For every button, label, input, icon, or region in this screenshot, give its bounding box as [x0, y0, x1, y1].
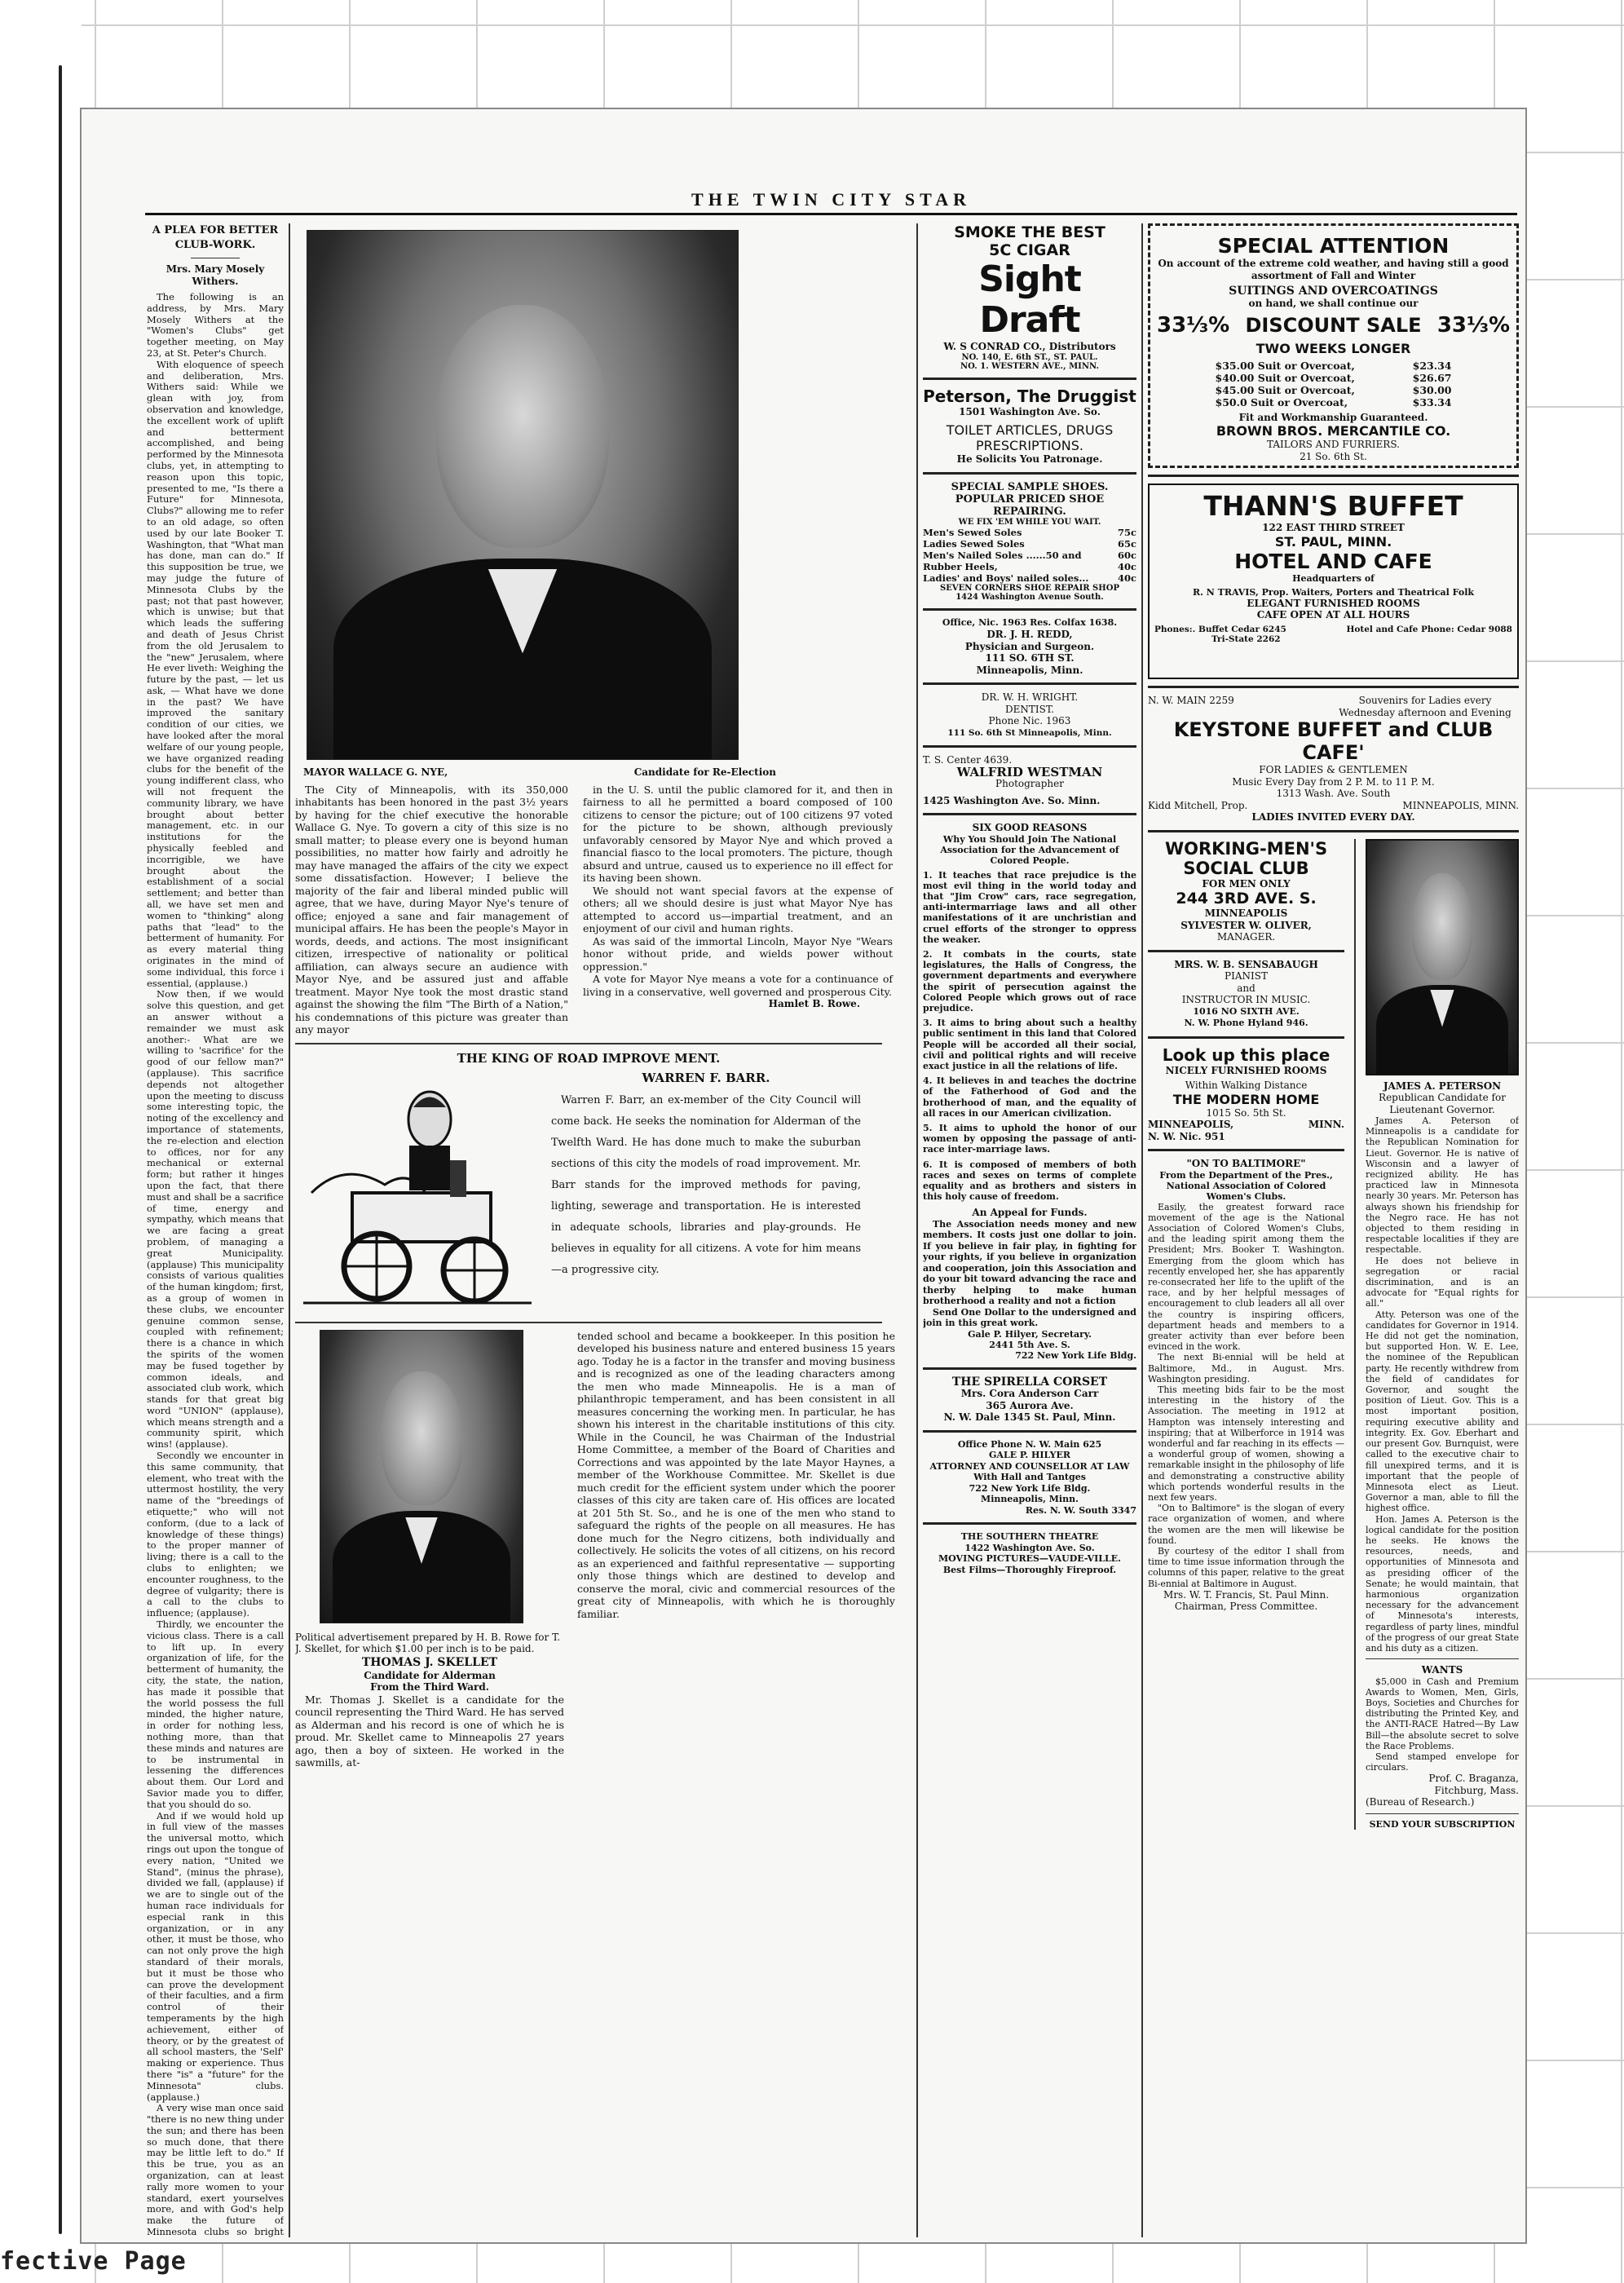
thanns-phones — [1154, 625, 1512, 634]
westman-line2: WALFRID WESTMAN — [956, 764, 1103, 779]
column-four-lower — [1148, 839, 1344, 1830]
druggist-name: Peterson, The Druggist — [923, 386, 1136, 406]
keystone-ad — [1148, 695, 1519, 824]
price-item: Ladies' and Boys' nailed soles... — [923, 572, 1089, 584]
special-line2: SUITINGS AND OVERCOATINGS — [1229, 285, 1438, 298]
column-rule — [1141, 223, 1143, 2237]
wright-line2: DENTIST. — [1005, 703, 1054, 715]
modern-home-walking: Within Walking Distance — [1185, 1080, 1308, 1091]
separator — [923, 1430, 1136, 1433]
baltimore-subtitle: From the Department of the Pres., National Association of Colored Women's Clubs. — [1159, 1169, 1333, 1202]
paragraph: The City of Minneapolis, with its 350,000 inhabitants has been honored in the past 3½ years by having for the chief executive the honorable Wallace G. Nye. To govern a city of this size is no small matter; to please every one is beyond human possibilities, no matter how fairly and adroitly he may have managed the affairs of the city we expect some dissatisfaction. However; I believe the majority of the fair and liberal minded public will agree, that we have, during Mayor Nye's tenure of office; enjoyed a sane and fair management of municipal affairs. He has been the people's Mayor in words, deeds, and actions. The most insignificant citizen, irrespective of nationality or political affiliation, can always secure an audience with Mayor Nye, and be assured just and affable treatment. Mayor Nye took the most drastic stand against the showing the film "The Birth of a Nation," his condemnations of this picture was greater than any mayor — [295, 783, 568, 1036]
paragraph: Warren F. Barr, an ex-member of the City Council will come back. He seeks the nomination for Alderman of the Twelfth Ward. He has done much to make the suburban sections of this city the models of road improvement. Mr. Barr stands for the improved methods for paving, lighting, sewerage and transportation. He is interested in adequate schools, libraries and play-grounds. He believes in equality for all citizens. A vote for him means—a progressive city. — [551, 1093, 861, 1276]
club-article-byline: Mrs. Mary Mosely Withers. — [165, 263, 265, 287]
portrait-head — [1412, 873, 1472, 981]
reason-item: 3. It aims to bring about such a healthy public sentiment in this land that Colored People will be accorded all their social, civil and political rights and will receive exact justice in all the relations of life. — [923, 1018, 1136, 1071]
paragraph: The next Bi-ennial will be held at Baltimore, Md., in August. Mrs. Washington presiding. — [1148, 1352, 1345, 1384]
shoe-shop-address: 1424 Washington Avenue South. — [955, 592, 1104, 602]
working-mens-club-ad — [1148, 839, 1344, 943]
theatre-line4: Best Films—Thoroughly Fireproof. — [942, 1564, 1117, 1575]
keystone-city: MINNEAPOLIS, MINN. — [1402, 799, 1519, 811]
reasons-title: SIX GOOD REASONS — [972, 822, 1088, 833]
wants-sig1: Prof. C. Braganza, — [1428, 1773, 1519, 1785]
cigar-brand: Sight Draft — [978, 258, 1081, 341]
keystone-prop: Kidd Mitchell, Prop. — [1148, 799, 1248, 811]
separator — [923, 1522, 1136, 1525]
wright-ad — [923, 691, 1136, 739]
portrait-head — [436, 305, 608, 548]
paragraph: A vote for Mayor Nye means a vote for a continuance of living in a conservative, well governed and prosperous City. — [583, 973, 893, 998]
keystone-top — [1148, 695, 1519, 718]
barr-section — [295, 1071, 890, 1315]
separator — [1148, 830, 1519, 832]
price-row — [923, 572, 1136, 584]
westman-ad — [923, 754, 1136, 806]
special-line1: On account of the extreme cold weather, and having still a good assortment of Fall and Winter — [1158, 258, 1509, 281]
club-manager: SYLVESTER W. OLIVER, — [1180, 919, 1312, 931]
discount-percent-left: 33⅓% — [1157, 312, 1230, 338]
paragraph: The following is an address, by Mrs. Mary Mosely Withers at the "Women's Clubs" get together meeting, on May 23, at St. Peter's Church. — [147, 291, 284, 359]
special-title: SPECIAL ATTENTION — [1217, 234, 1450, 258]
hilyer-line7: Res. N. W. South 3347 — [1025, 1504, 1136, 1516]
hilyer-line5: 722 New York Life Bldg. — [969, 1482, 1091, 1494]
club-article-body — [147, 292, 284, 2237]
spirella-line1: Mrs. Cora Anderson Carr — [960, 1388, 1099, 1400]
skellet-section — [295, 1330, 902, 1769]
price-list — [1216, 360, 1452, 408]
shoe-title2: POPULAR PRICED SHOE REPAIRING. — [955, 492, 1105, 518]
reason-item: 6. It is composed of members of both races and sexes on terms of complete equality and as brothers and sisters in this holy cause of freedom. — [923, 1159, 1136, 1203]
club-manager-title: MANAGER. — [1216, 931, 1276, 943]
paragraph: Send One Dollar to the undersigned and join in this great work. — [923, 1306, 1136, 1329]
paragraph: in the U. S. until the public clamored for it, and then in fairness to all he permitted a board composed of 100 citizens to censor the picture; out of 100 citizens 97 voted for the picture to be shown, although previously unfavorably censored by Mayor Nye and which proved a financial fiasco to the local promoters. The picture, though absurd and untrue, caused us to experience no ill effect for its having been shown. — [583, 783, 893, 884]
redd-line1: Office, Nic. 1963 Res. Colfax 1638. — [942, 616, 1118, 628]
cigar-ad — [923, 223, 1136, 371]
skellet-sub2: From the Third Ward. — [370, 1681, 489, 1693]
modern-home-headline: Look up this place — [1162, 1044, 1331, 1065]
druggist-address: 1501 Washington Ave. So. — [959, 405, 1101, 417]
column-rule — [916, 223, 918, 2237]
cigar-line2: 5C CIGAR — [989, 241, 1070, 259]
keystone-for: FOR LADIES & GENTLEMEN — [1259, 764, 1408, 775]
wants-sig3: (Bureau of Research.) — [1366, 1796, 1475, 1808]
paragraph: Atty. Peterson was one of the candidates for Governor in 1914. He did not get the nomination, but supported Hon. W. E. Lee, the nominee of the Republican party. He recently withdrew from the field of candidates for Governor, and sought the position of Lieut. Gov. This is a most important position, requiring executive ability and integrity. Ex. Gov. Eberhart and our present Gov. Burnquist, were called to the executive chair to fill unexpired terms, and it is important that the people of Minnesota elect as Lieut. Governor a man, able to fill the highest office. — [1366, 1309, 1519, 1514]
column-ads-right — [1148, 223, 1519, 2237]
nye-col-a — [295, 784, 568, 1036]
section-divider — [295, 1322, 882, 1323]
druggist-line1: TOILET ARTICLES, DRUGS — [946, 422, 1114, 438]
sensabaugh-and: and — [1237, 982, 1256, 994]
wants-body — [1366, 1676, 1519, 1773]
baltimore-body — [1148, 1202, 1344, 1589]
separator — [923, 1367, 1136, 1370]
keystone-souvenirs: Souvenirs for Ladies every Wednesday afternoon and Evening — [1339, 695, 1511, 718]
peterson-name: JAMES A. PETERSON — [1383, 1080, 1502, 1092]
thanns-rooms: ELEGANT FURNISHED ROOMS — [1247, 597, 1420, 609]
hilyer-line2: GALE P. HILYER — [989, 1450, 1070, 1461]
keystone-invite: LADIES INVITED EVERY DAY. — [1251, 811, 1415, 823]
portrait-head — [381, 1371, 461, 1506]
gale-sig2: 2441 5th Ave. S. — [989, 1339, 1070, 1350]
nye-caption — [295, 766, 784, 779]
druggist-line2: PRESCRIPTIONS. — [976, 438, 1083, 453]
barr-body — [551, 1090, 861, 1281]
special-company: BROWN BROS. MERCANTILE CO. — [1216, 423, 1451, 439]
column-rule — [289, 223, 290, 2237]
redd-line2: DR. J. H. REDD, — [986, 629, 1073, 640]
masthead: THE TWIN CITY STAR — [145, 188, 1517, 215]
binding-line — [59, 65, 62, 2234]
paragraph: Secondly we encounter in this same community, that element, who treat with the uttermost hostility, the very name of the "breedings of etiquette;" who will not conform, (due to a lack of knowledge of these things) to the proper manner of living; there is a call to the clubs to enlighten; we encounter roughness, to the degree of vulgarity; there is a call to the clubs to influence; (applause). — [147, 1450, 284, 1619]
reason-item: 1. It teaches that race prejudice is the most evil thing in the world today and that "Jim Crow" cars, race segregation, anti-intermarriage laws and all other manifestations of it are unchristian and cruel efforts of the stronger to oppress the weaker. — [923, 869, 1136, 945]
special-line3: on hand, we shall continue our — [1248, 298, 1419, 309]
keystone-address: 1313 Wash. Ave. South — [1276, 788, 1391, 799]
shoe-title3: WE FIX 'EM WHILE YOU WAIT. — [958, 517, 1101, 527]
paragraph: James A. Peterson of Minneapolis is a candidate for the Republican Nomination for Lieut. Governor. He is native of Wisconsin and a lawyer of recignized ability. He has practiced law in Minnesota nearly 30 years. Mr. Peterson has always shown his friendship for the Negro race. He has not objected to them residing in respectable localities if they are respectable. — [1366, 1115, 1519, 1256]
nye-col-b — [583, 784, 893, 1036]
price-item: $50.0 Suit or Overcoat, — [1215, 395, 1348, 408]
shoe-title1: SPECIAL SAMPLE SHOES. — [951, 480, 1109, 493]
price-row — [923, 550, 1136, 561]
naacp-reasons — [923, 822, 1136, 1361]
divider — [1366, 1658, 1519, 1659]
price-row — [923, 561, 1136, 572]
redd-line3: Physician and Surgeon. — [964, 640, 1095, 652]
separator — [923, 682, 1136, 685]
westman-line4: 1425 Washington Ave. So. Minn. — [923, 794, 1101, 806]
paragraph: "On to Baltimore" is the slogan of every race organization of women, and where the women are the men will likewise be found. — [1148, 1503, 1345, 1546]
thanns-hq: Headquarters of — [1292, 572, 1375, 584]
paragraph: As was said of the immortal Lincoln, Mayor Nye "Wears honor without pride, and wields power without oppression." — [583, 934, 893, 973]
price-value: 75c — [1117, 526, 1136, 538]
nye-caption-title: Candidate for Re-Election — [633, 766, 776, 778]
column-rule — [1354, 839, 1356, 1830]
modern-home-address: 1015 So. 5th St. — [1206, 1106, 1286, 1119]
skellet-ad-note: Political advertisement prepared by H. B. Rowe for T. J. Skellet, for which $1.00 per inch is to be paid. — [295, 1631, 561, 1654]
paragraph: Easily, the greatest forward race movement of the age is the National Association of Colored Women's Clubs, and the leading spirit among them the President; Mrs. Booker T. Washington. Emerging from the gloom which has recently enveloped her, she has apparently re-consecrated her life to the uplift of the race, and by her helpful messages of encouragement to club leaders all all over the country is inspiring officers, department heads and members to a greater activity than ever before been evinced in the work. — [1148, 1201, 1345, 1353]
paragraph: And if we would hold up in full view of the masses the universal motto, which rings out upon the tongue of every nation, "United we Stand", (minus the phrase), divided we fall, (applause) if we are to single out of the human race individuals for especial rank in this organization, or in any other, it must be those, who can not only prove the high standard of their morals, but it must be those who can prove the development of their faculties, and a firm control of their temperaments by the high achievement, either of theory, or by the greatest of all school masters, the 'Self' making or experience. Thus there "is" a "future" for the Minnesota" clubs. (applause.) — [147, 1809, 284, 2103]
paragraph: tended school and became a bookkeeper. In this position he developed his business nature and entered business 15 years ago. Today he is a factor in the transfer and moving business and is recognized as one of the leading characters among the men who made Minneapolis. He is a man of philanthropic temperament, and has been consistent in all measures concerning the working men. In particular, he has shown his interest in the charitable institutions of this city. While in the Council, he was Chairman of the Industrial Home Committee, a member of the Board of Charities and Corrections and was appointed by the late Mayor Haynes, a member of the Workhouse Committee. Mr. Skellet is due much credit for the efficient system under which the poorer classes of this city are taken care of. His offices are located at 201 5th St. So., and he is one of the men who stand to safeguard the rights of the people on all measures. He has done much for the Negro citizens, both individually and collectively. He solicits the votes of all citizens, on his record as an experienced and faithful representative — supporting only those things which are destined to develop and conserve the moral, civic and commercial resources of the great city of Minneapolis, with which he is thoroughly familiar. — [577, 1329, 895, 1620]
theatre-line1: THE SOUTHERN THEATRE — [960, 1531, 1099, 1543]
price-value: 40c — [1117, 572, 1136, 584]
price-item: Men's Nailed Soles ......50 and — [923, 549, 1082, 561]
appeal-title: An Appeal for Funds. — [972, 1207, 1088, 1219]
cigar-distributor: W. S CONRAD CO., Distributors — [943, 341, 1116, 352]
wants-title: WANTS — [1421, 1664, 1463, 1676]
separator — [923, 378, 1136, 380]
redd-ad — [923, 617, 1136, 677]
reasons-subtitle: Why You Should Join The National Association for the Advancement of Colored People. — [940, 833, 1119, 866]
separator — [923, 813, 1136, 815]
skellet-body-a — [295, 1693, 564, 1769]
paragraph: Now then, if we would solve this question, and get an answer without a remainder we must ask another:- What are we willing to 'sacrifice' for the good of our fellow man?" (applause). This sacrifice depends not altogether upon the meeting to discuss some interesting topic, the noting of the excellency and importance of statements, the re-election and election to offices, nor for any mechanical or external form; but rather it hinges upon the fact, that there must and shall be a sacrifice of time, energy and sympathy, which means that we are facing a great problem, of managing a great Municipality. (applause) This municipality consists of various qualities of the human kingdom; first, as a group of women in these clubs, we encounter genuine common sense, coupled with refinement; there is a chance in which the spirits of the women may be fused together by common ideals, and associated club work, which stands for that great big word "UNION" (applause), which means strength and a community spirit, which wins! (applause). — [147, 988, 284, 1451]
paragraph: This meeting bids fair to be the most interesting in the history of the Association. The meeting in 1912 at Hampton was intensely interesting and inspiring; that at Wilberforce in 1914 was wonderful and far reaching in its effects — a wonderful group of women, showing a remarkable insight in the philosophy of life and demonstrating a constructive ability which portends wonderful results in the next few years. — [1148, 1384, 1345, 1503]
separator — [923, 608, 1136, 611]
modern-home-ad — [1148, 1045, 1344, 1143]
price-item: $45.00 Suit or Overcoat, — [1215, 383, 1355, 396]
paragraph: Thirdly, we encounter the vicious class. There is a call to lift up. In every organization of life, for the betterment of humanity, the city, the state, the nation, has made it possible that the world possess the full minded, the higher nature, in order for nothing less, nothing more, than that these minds and natures are to be instrumental in lessening the differences about them. Our Lord and Savior made you to differ, that you should do so. — [147, 1618, 284, 1810]
price-value: 65c — [1117, 537, 1136, 550]
barr-name: WARREN F. BARR. — [642, 1070, 770, 1085]
skellet-name: THOMAS J. SKELLET — [361, 1655, 498, 1669]
sensabaugh-phone: N. W. Phone Hyland 946. — [1184, 1018, 1308, 1028]
peterson-subtitle: Republican Candidate for Lieutenant Governor. — [1379, 1092, 1506, 1115]
reasons-list — [923, 870, 1136, 1203]
modern-home-phone: N. W. Nic. 951 — [1148, 1130, 1225, 1142]
redd-line4: 111 SO. 6TH ST. — [985, 652, 1075, 664]
modern-home-state: MINN. — [1308, 1119, 1345, 1130]
baltimore-sig2: Chairman, Press Committee. — [1174, 1601, 1318, 1613]
shoe-price-list — [923, 527, 1136, 584]
cigar-addr1: NO. 140, E. 6th ST., ST. PAUL. — [961, 352, 1098, 362]
keystone-title: KEYSTONE BUFFET and CLUB CAFE' — [1173, 718, 1494, 764]
price-item: Men's Sewed Soles — [923, 526, 1022, 538]
keystone-prop-row — [1148, 800, 1519, 812]
thanns-cafe: CAFE OPEN AT ALL HOURS — [1256, 609, 1410, 620]
price-row — [923, 527, 1136, 538]
club-city: MINNEAPOLIS — [1204, 907, 1288, 919]
mayor-nye-photo — [307, 230, 739, 760]
column-ads-left — [923, 223, 1136, 2237]
column-five — [1366, 839, 1519, 1830]
special-fit: Fit and Workmanship Guaranteed. — [1238, 411, 1428, 423]
paragraph: A very wise man once said "there is no new thing under the sun; and there has been so much done, that there may be little left to do." If this be true, you as an organization, can at least rally more women to your standard, exert yourselves more, and with God's help make the future of Minnesota clubs so bright — [147, 2102, 284, 2237]
peterson-body — [1366, 1115, 1519, 1654]
shoe-repair-ad — [923, 481, 1136, 602]
separator — [923, 745, 1136, 748]
road-title: THE KING OF ROAD IMPROVE MENT. — [457, 1050, 721, 1066]
price-row — [1216, 372, 1452, 384]
club-title1: WORKING-MEN'S — [1164, 838, 1328, 859]
sensabaugh-pianist: PIANIST — [1225, 970, 1268, 982]
druggist-line3: He Solicits You Patronage. — [956, 453, 1103, 465]
modern-home-rooms: NICELY FURNISHED ROOMS — [1165, 1064, 1327, 1076]
reason-item: 5. It aims to uphold the honor of our women by opposing the passage of anti-race inter-marriage laws. — [923, 1122, 1136, 1155]
sensabaugh-instructor: INSTRUCTOR IN MUSIC. — [1181, 994, 1311, 1005]
spirella-ad — [923, 1376, 1136, 1424]
price-value: $30.00 — [1412, 383, 1452, 396]
separator — [1148, 1036, 1344, 1039]
theatre-line2: 1422 Washington Ave. So. — [964, 1542, 1095, 1553]
peterson-druggist-ad — [923, 386, 1136, 466]
price-row — [923, 538, 1136, 550]
discount-sale-label: DISCOUNT SALE — [1245, 313, 1422, 337]
spirella-line2: 365 Aurora Ave. — [986, 1399, 1074, 1411]
club-title2: SOCIAL CLUB — [1183, 858, 1309, 878]
reason-item: 2. It combats in the courts, state legislatures, the Halls of Congress, the government departments and everywhere the spirit of persecution against the Colored People which grows out of race prejudice. — [923, 948, 1136, 1013]
discount-row — [1157, 313, 1510, 338]
sensabaugh-address: 1016 NO SIXTH AVE. — [1193, 1005, 1300, 1017]
modern-home-name: THE MODERN HOME — [1172, 1091, 1320, 1107]
column-club-work — [147, 223, 284, 2237]
price-item: $35.00 Suit or Overcoat, — [1215, 359, 1355, 372]
spirella-title: THE SPIRELLA CORSET — [951, 1375, 1108, 1389]
hilyer-ad — [923, 1439, 1136, 1517]
reason-item: 4. It believes in and teaches the doctrine of the Fatherhood of God and the brotherhood of man, and the equality of all races in our American civilization. — [923, 1075, 1136, 1119]
paragraph: $5,000 in Cash and Premium Awards to Women, Men, Girls, Boys, Societies and Churches for distributing the Printed Key, and the ANTI-RACE Hatred—By Law Bill—the absolute secret to solve the Race Problems. — [1366, 1676, 1519, 1751]
defective-page-label: fective Page — [0, 2247, 187, 2276]
wright-line4: 111 So. 6th St Minneapolis, Minn. — [947, 727, 1112, 738]
baltimore-title: "ON TO BALTIMORE" — [1186, 1158, 1306, 1169]
thanns-title: THANN'S BUFFET — [1203, 490, 1463, 522]
special-attention-ad — [1148, 223, 1519, 468]
thanns-phone-tristate: Tri-State 2262 — [1211, 634, 1281, 644]
club-article-title: A PLEA FOR BETTER CLUB-WORK. — [152, 224, 279, 251]
lower-right-area — [1148, 839, 1519, 1830]
sensabaugh-ad — [1148, 959, 1344, 1030]
price-row — [1216, 396, 1452, 408]
modern-home-city: MINNEAPOLIS, — [1148, 1119, 1234, 1130]
wright-line1: DR. W. H. WRIGHT. — [981, 691, 1079, 703]
redd-line5: Minneapolis, Minn. — [976, 664, 1083, 676]
price-value: 60c — [1117, 549, 1136, 561]
price-value: 40c — [1117, 560, 1136, 572]
nye-article — [295, 784, 902, 1036]
skellet-photo — [320, 1330, 523, 1623]
special-address: 21 So. 6th St. — [1300, 450, 1367, 462]
hilyer-line3: ATTORNEY AND COUNSELLOR AT LAW — [929, 1460, 1130, 1472]
appeal-body — [923, 1219, 1136, 1329]
price-row — [1216, 384, 1452, 396]
westman-line1: T. S. Center 4639. — [923, 754, 1013, 766]
theatre-line3: MOVING PICTURES—VAUDE-VILLE. — [938, 1553, 1121, 1565]
price-value: $23.34 — [1412, 359, 1452, 372]
club-address: 244 3RD AVE. S. — [1176, 890, 1317, 907]
separator — [1148, 686, 1519, 688]
club-for: FOR MEN ONLY — [1202, 877, 1291, 890]
divider — [1366, 1813, 1519, 1814]
keystone-music: Music Every Day from 2 P. M. to 11 P. M. — [1232, 775, 1435, 788]
thanns-prop: R. N TRAVIS, Prop. Waiters, Porters and Theatrical Folk — [1192, 586, 1475, 598]
discount-percent-right: 33⅓% — [1436, 312, 1510, 338]
gale-sig3: 722 New York Life Bldg. — [1015, 1349, 1136, 1361]
nye-signature: Hamlet B. Rowe. — [768, 998, 860, 1009]
price-item: $40.00 Suit or Overcoat, — [1215, 371, 1355, 384]
hilyer-line4: With Hall and Tantges — [973, 1472, 1086, 1483]
road-roller-cartoon — [295, 1071, 540, 1315]
skellet-left — [295, 1330, 564, 1769]
price-item: Rubber Heels, — [923, 560, 998, 572]
spirella-line3: N. W. Dale 1345 St. Paul, Minn. — [943, 1411, 1116, 1424]
thanns-buffet-ad — [1148, 484, 1519, 679]
baltimore-sig1: Mrs. W. T. Francis, St. Paul Minn. — [1163, 1588, 1330, 1601]
modern-home-city-row — [1148, 1119, 1344, 1131]
thanns-hotel: HOTEL AND CAFE — [1234, 549, 1432, 573]
thanns-city: ST. PAUL, MINN. — [1274, 533, 1392, 550]
peterson-photo — [1366, 839, 1519, 1075]
thanns-address: 122 EAST THIRD STREET — [1262, 522, 1405, 533]
paragraph: Send stamped envelope for circulars. — [1366, 1751, 1519, 1773]
paragraph: Hon. James A. Peterson is the logical candidate for the position he seeks. He knows the resources, needs, and opportunities of Minnesota and as presiding officer of the Senate; he would maintain, that harmonious organization necessary for the advancement of Minnesota's interests, regardless of party lines, mindful of the progress of our great State and his duty as a citizen. — [1366, 1513, 1519, 1654]
send-subscription: SEND YOUR SUBSCRIPTION — [1369, 1818, 1516, 1830]
price-item: Ladies Sewed Soles — [923, 537, 1025, 550]
separator — [1148, 1149, 1344, 1151]
paragraph: He does not believe in segregation or racial discrimination, and is an advocate for "Equal rights for all." — [1366, 1255, 1519, 1309]
skellet-body-b — [577, 1330, 895, 1769]
special-tailors: TAILORS AND FURRIERS. — [1267, 439, 1400, 450]
special-weeks: TWO WEEKS LONGER — [1256, 340, 1411, 356]
paragraph: Mr. Thomas J. Skellet is a candidate for the council representing the Third Ward. He has served as Alderman and his record is one of which he is proud. Mr. Skellet came to Minneapolis 27 years ago, then a boy of sixteen. He worked in the sawmills, at- — [295, 1693, 564, 1769]
skellet-sub1: Candidate for Alderman — [364, 1669, 496, 1681]
hilyer-line1: Office Phone N. W. Main 625 — [957, 1438, 1102, 1450]
paragraph: The Association needs money and new members. It costs just one dollar to join. If you believe in fair play, in fighting for your rights, if you believe in organization and cooperation, join this Association and do your bit toward advancing the race and therby helping to make human brotherhood a reality and not a fiction — [923, 1218, 1136, 1307]
section-divider — [295, 1043, 882, 1044]
paragraph: We should not want special favors at the expense of others; all we should desire is just what Mayor Nye has attempted to accord us—impartial treatment, and an enjoyment of our civil and human rights. — [583, 884, 893, 934]
keystone-phone: N. W. MAIN 2259 — [1148, 695, 1234, 706]
sensabaugh-name: MRS. W. B. SENSABAUGH — [1174, 958, 1318, 970]
separator — [923, 472, 1136, 475]
cigar-addr2: NO. 1. WESTERN AVE., MINN. — [960, 361, 1099, 371]
binding-margin — [0, 0, 82, 2234]
wright-line3: Phone Nic. 1963 — [988, 715, 1071, 726]
price-value: $33.34 — [1412, 395, 1452, 408]
paragraph: By courtesy of the editor I shall from time to time issue information through the columns of this paper, relative to the great Bi-ennial at Baltimore in August. — [1148, 1546, 1345, 1589]
gale-sig1: Gale P. Hilyer, Secretary. — [968, 1328, 1092, 1340]
nye-caption-name: MAYOR WALLACE G. NYE, — [303, 766, 448, 778]
wants-sig2: Fitchburg, Mass. — [1434, 1784, 1519, 1796]
shoe-shop-name: SEVEN CORNERS SHOE REPAIR SHOP — [940, 583, 1119, 593]
price-row — [1216, 360, 1452, 372]
thanns-phone-buffet: Phones:. Buffet Cedar 6245 — [1154, 624, 1286, 634]
column-candidates — [295, 223, 911, 2237]
barr-text — [551, 1071, 861, 1315]
paragraph: With eloquence of speech and deliberation, Mrs. Withers said: While we glean with joy, from observation and knowledge, the excellent work of uplift and betterment accomplished, and being performed by the Minnesota clubs, yet, in attempting to reason upon this topic, presented to me, "Is there a Future" for Minnesota, Clubs?" allowing me to refer to an old adage, so often used by our late Booker T. Washington, that "What man has done, man can do." If this supposition be true, we may judge the future of Minnesota Clubs by the past; not that past however, which is unwise; but that which leads the suffering and death of Jesus Christ from the old Jerusalem to the "new" Jerusalem, where He ever liveth: Weighing the future by the past, — let us ask, — What have we done in the past? We have improved the sanitary condition of our cities, we have looked after the moral welfare of our young people, we have organized reading clubs for the benefit of the young indifferent class, who will not frequent the community library, we have brought about better management, etc. in our institutions for the physically feebled and incorrigible, we have brought about the establishment of a social settlement; and better than all, we have set men and women to "thinking" along paths that "lead" to the betterment of humanity. For as every material thing originates in the mind of some individual, this force i essential, (applause.) — [147, 358, 284, 989]
theatre-ad — [923, 1531, 1136, 1575]
thanns-phone-hotel: Hotel and Cafe Phone: Cedar 9088 — [1346, 624, 1512, 634]
price-value: $26.67 — [1412, 371, 1452, 384]
separator — [1148, 475, 1519, 477]
hilyer-line6: Minneapolis, Minn. — [981, 1494, 1079, 1505]
baltimore-article — [1148, 1158, 1344, 1613]
separator — [1148, 950, 1344, 952]
cigar-line1: SMOKE THE BEST — [954, 223, 1105, 241]
newspaper-page — [80, 108, 1527, 2244]
westman-line3: Photographer — [995, 778, 1064, 789]
